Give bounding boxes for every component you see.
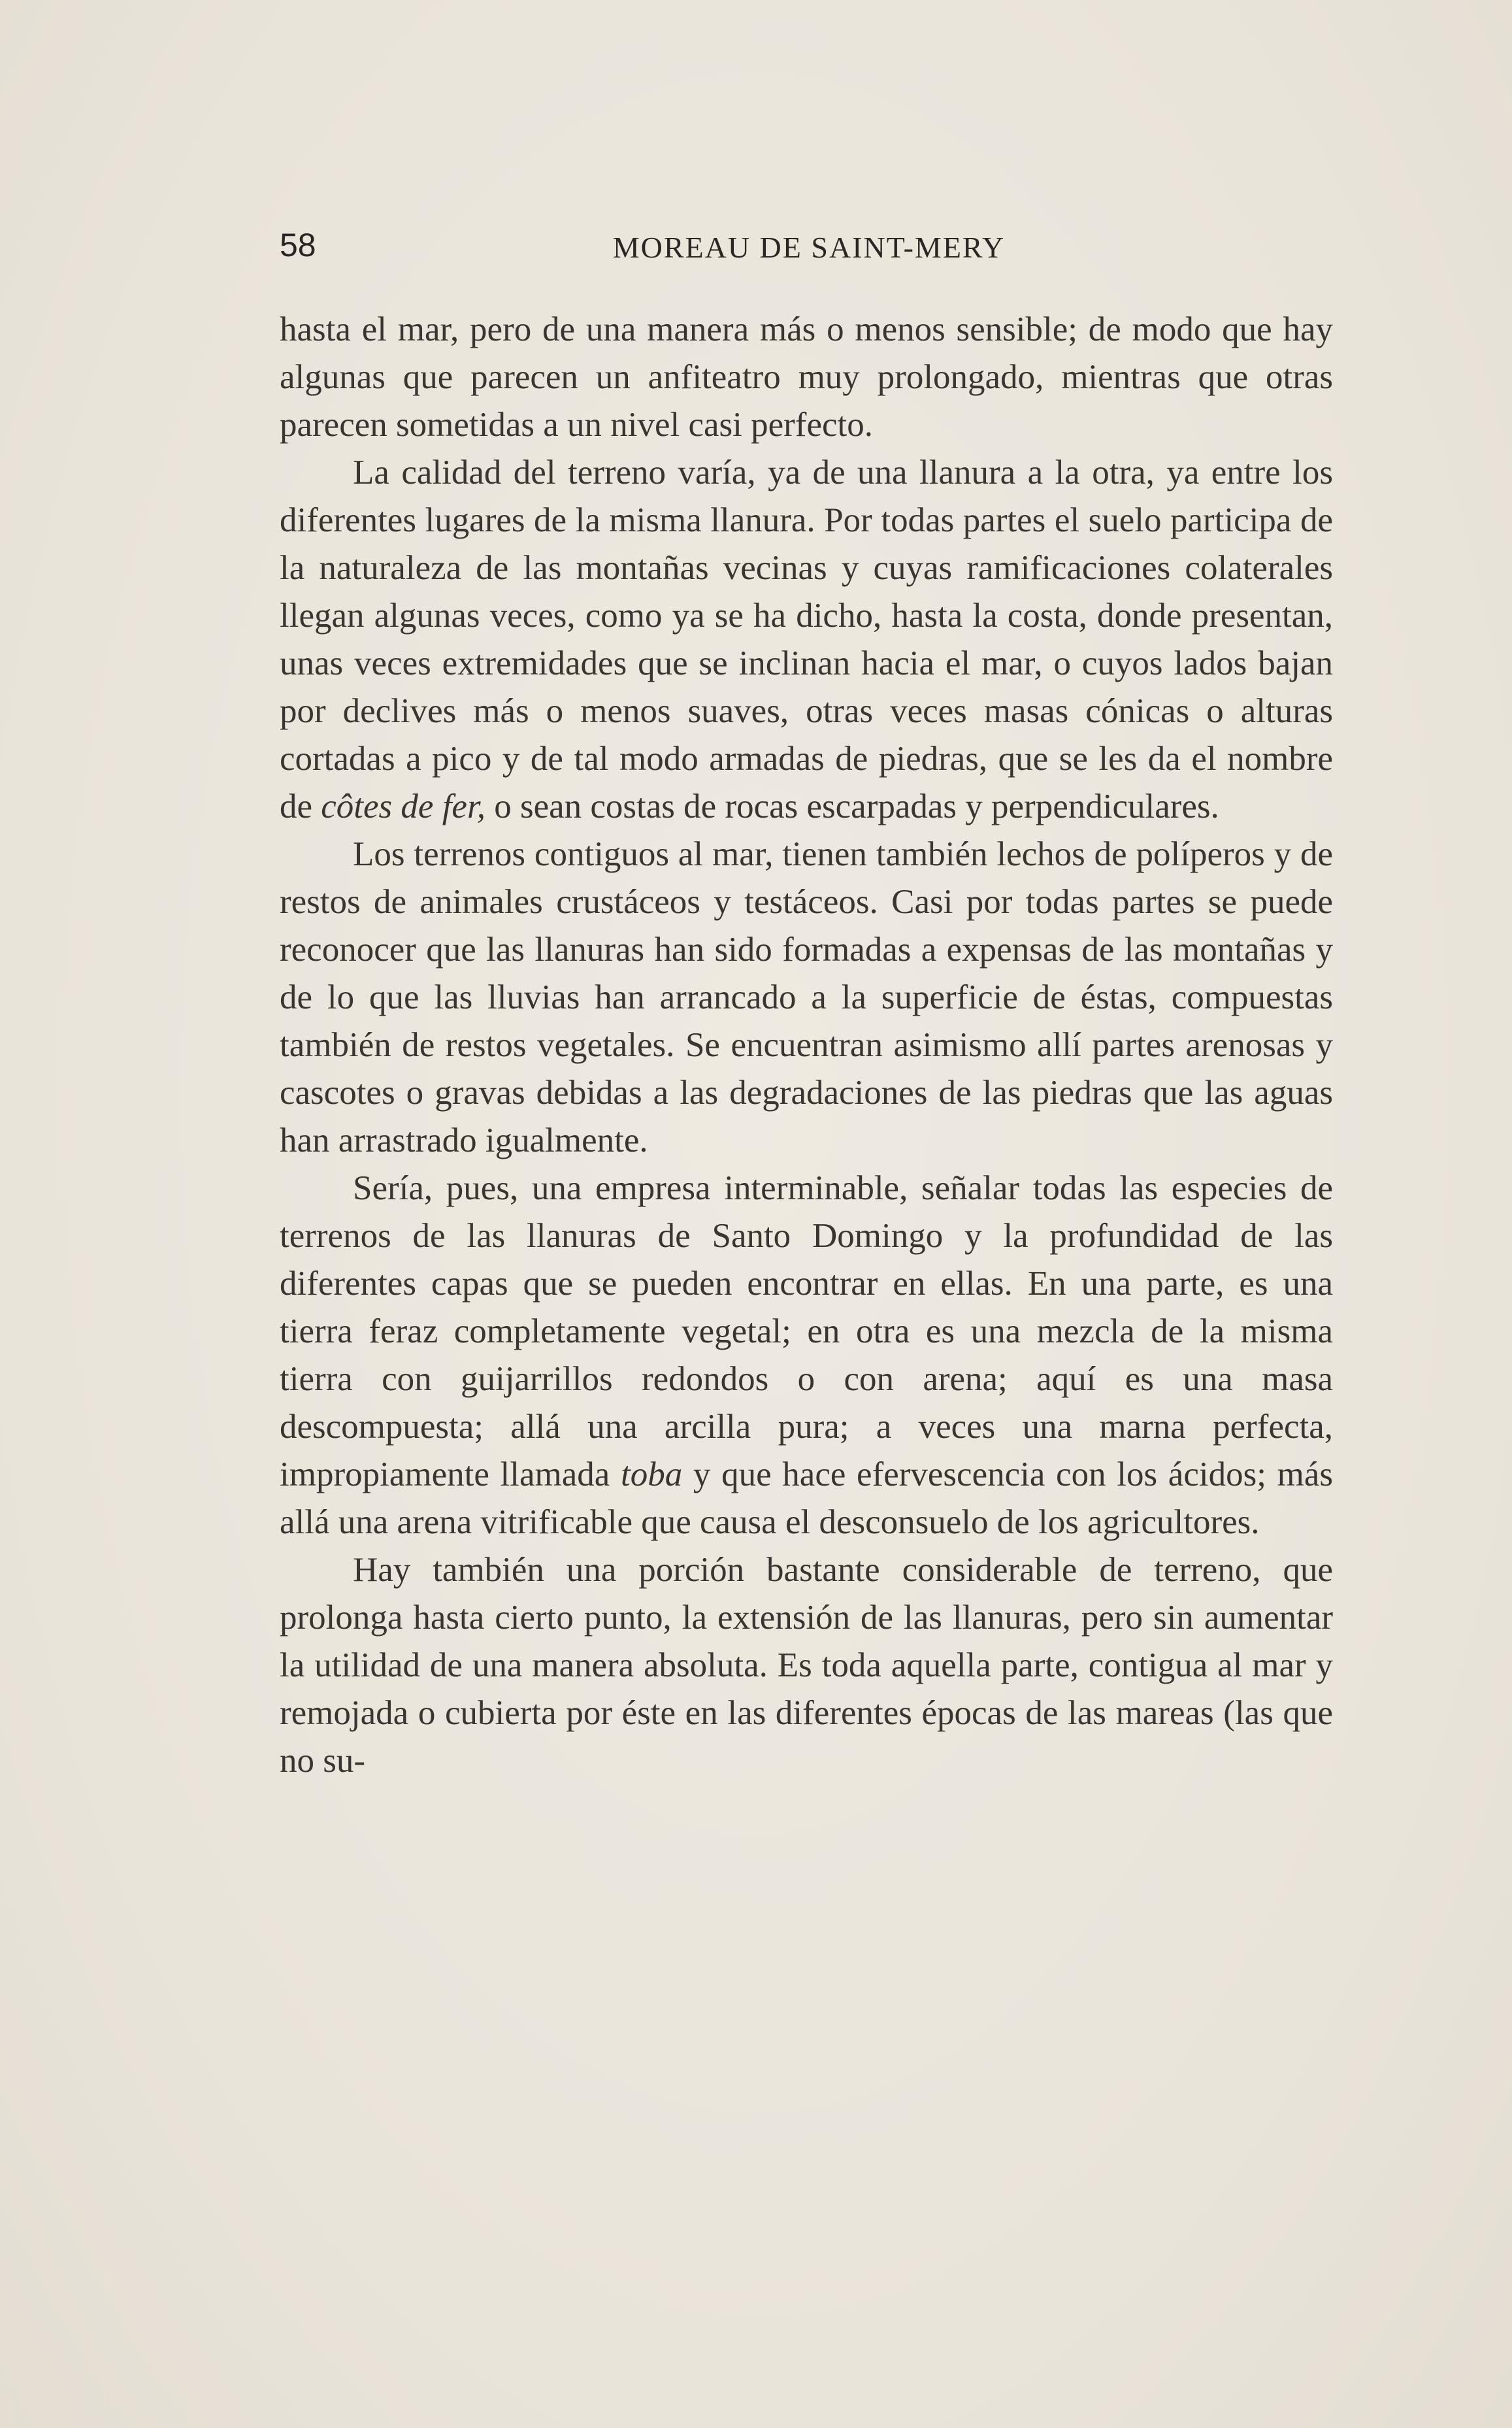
paragraph-3 xyxy=(280,831,1333,1165)
paragraph-2-text-a: La calidad del terreno varía, ya de una llanura a la otra, ya entre los diferentes lugares de la misma llanura. Por todas partes el suelo participa de la naturaleza de las montañas vecinas y cuyas ramificaciones colaterales llegan algunas veces, como ya se ha dicho, hasta la costa, donde presentan, unas veces extremidades que se inclinan hacia el mar, o cuyos lados bajan por declives más o menos suaves, otras veces masas cónicas o alturas cortadas a pico y de tal modo armadas de piedras, que se les da el nombre de xyxy=(280,454,1333,825)
paragraph-1 xyxy=(280,306,1333,449)
paragraph-2 xyxy=(280,449,1333,831)
paragraph-2-text-b: o sean costas de rocas escarpadas y perpendiculares. xyxy=(485,788,1219,825)
paragraph-5-text: Hay también una porción bastante considerable de terreno, que prolonga hasta cierto punto, la extensión de las llanuras, pero sin aumentar la utilidad de una manera absoluta. Es toda aquella parte, contigua al mar y remojada o cubierta por éste en las diferentes épocas de las mareas (las que no su- xyxy=(280,1551,1333,1780)
paragraph-4 xyxy=(280,1165,1333,1546)
paragraph-4-text-b: y que hace efervescencia con los ácidos; más allá una arena vitrificable que causa el desconsuelo de los agricultores. xyxy=(280,1455,1333,1541)
paragraph-3-text: Los terrenos contiguos al mar, tienen también lechos de políperos y de restos de animales crustáceos y testáceos. Casi por todas partes se puede reconocer que las llanuras han sido formadas a expensas de las montañas y de lo que las lluvias han arrancado a la superficie de éstas, compuestas también de restos vegetales. Se encuentran asimismo allí partes arenosas y cascotes o gravas debidas a las degradaciones de las piedras que las aguas han arrastrado igualmente. xyxy=(280,835,1333,1159)
page-header xyxy=(280,222,1338,274)
paragraph-5 xyxy=(280,1546,1333,1785)
paragraph-2-italic-term: côtes de fer, xyxy=(321,788,485,825)
paragraph-4-text-a: Sería, pues, una empresa interminable, señalar todas las especies de terrenos de las llanuras de Santo Domingo y la profundidad de las diferentes capas que se pueden encontrar en ellas. En una parte, es una tierra feraz completamente vegetal; en otra es una mezcla de la misma tierra con guijarrillos redondos o con arena; aquí es una masa descompuesta; allá una arcilla pura; a veces una marna perfecta, impropiamente llamada xyxy=(280,1169,1333,1493)
page-number: 58 xyxy=(280,227,316,263)
paragraph-4-italic-term: toba xyxy=(620,1455,683,1493)
body-text xyxy=(280,306,1333,1785)
paragraph-1-text: hasta el mar, pero de una manera más o menos sensible; de modo que hay algunas que parecen un anfiteatro muy prolongado, mientras que otras parecen sometidas a un nivel casi perfecto. xyxy=(280,310,1333,444)
running-head: MOREAU DE SAINT-MERY xyxy=(612,231,1006,264)
